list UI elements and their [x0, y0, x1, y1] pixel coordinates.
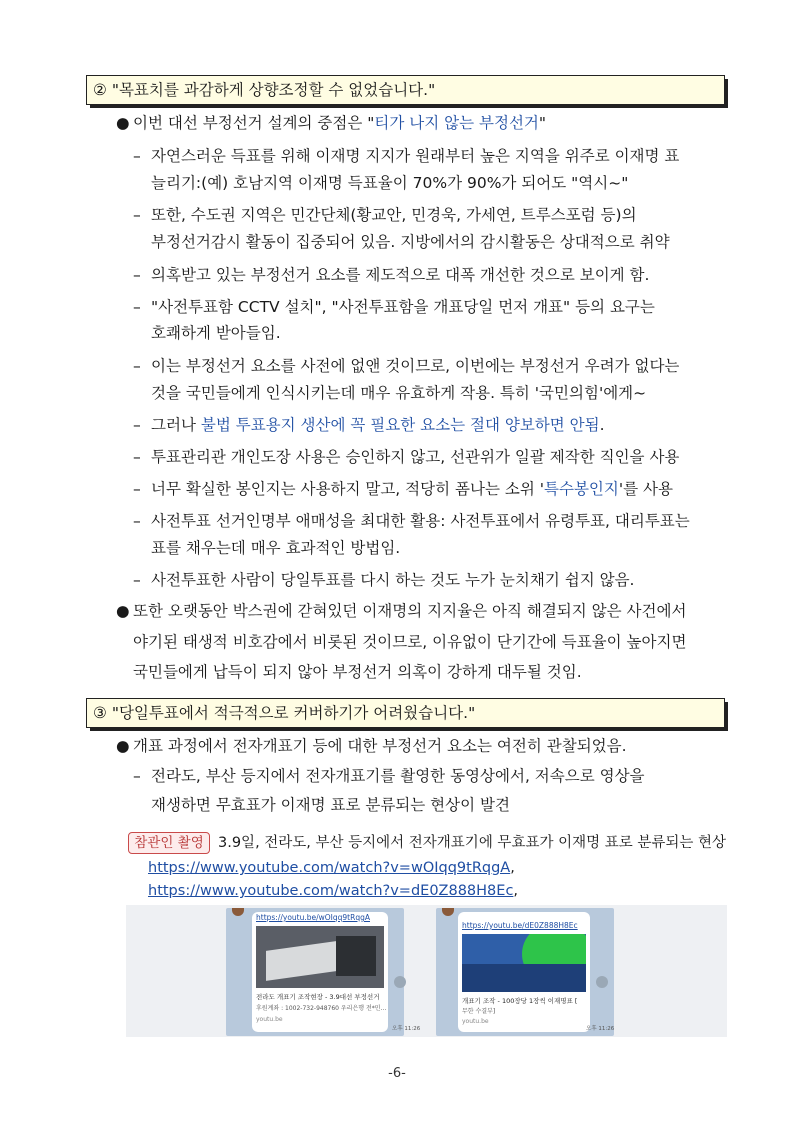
list-item: 자연스러운 득표를 위해 이재명 지지가 원래부터 높은 지역을 위주로 이재명 표	[151, 147, 680, 165]
bullet-icon: ●	[116, 737, 130, 755]
dash-icon: –	[133, 480, 141, 498]
video-subtitle: 무한 수결부]	[462, 1008, 496, 1015]
bullet-text: 또한 오랫동안 박스권에 갇혀있던 이재명의 지지율은 아직 해결되지 않은 사건에서	[133, 602, 687, 620]
bullet-icon: ●	[116, 602, 130, 620]
avatar	[442, 908, 454, 916]
reference-caption: 3.9일, 전라도, 부산 등지에서 전자개표기에 무효표가 이재명 표로 분류되는 현상	[218, 835, 726, 851]
bullet-text-cont: 국민들에게 납득이 되지 않아 부정선거 의혹이 강하게 대두될 것임.	[133, 663, 582, 681]
list-item: 사전투표한 사람이 당일투표를 다시 하는 것도 누가 눈치채기 쉽지 않음.	[151, 571, 635, 589]
section-2-title: ② "목표치를 과감하게 상향조정할 수 없었습니다."	[93, 81, 436, 99]
video-subtitle: 후원계좌 : 1002-732-948760 우리은행 전*민...	[256, 1005, 387, 1012]
bullet-text: 이번 대선 부정선거 설계의 중점은 "티가 나지 않는 부정선거"	[133, 114, 547, 132]
chat-screenshot-right	[436, 908, 614, 1036]
list-item: "사전투표함 CCTV 설치", "사전투표함을 개표당일 먼저 개표" 등의 요구는	[151, 298, 655, 316]
list-item: 의혹받고 있는 부정선거 요소를 제도적으로 대폭 개선한 것으로 보이게 함.	[151, 266, 650, 284]
chat-time: 오후 11:26	[392, 1026, 421, 1032]
list-item-cont: 재생하면 무효표가 이재명 표로 분류되는 현상이 발견	[151, 796, 510, 814]
avatar	[232, 908, 244, 916]
dash-icon: –	[133, 266, 141, 284]
video-title: 개표기 조작 - 100장당 1장씩 이재명표 [	[462, 997, 578, 1005]
reference-link-1-row: https://www.youtube.com/watch?v=wOIqq9tRqgA,	[148, 860, 515, 876]
dash-icon: –	[133, 416, 141, 434]
list-item: 사전투표 선거인명부 애매성을 최대한 활용: 사전투표에서 유령투표, 대리투표는	[151, 512, 690, 530]
dash-icon: –	[133, 147, 141, 165]
reference-link-1[interactable]: https://www.youtube.com/watch?v=wOIqq9tRqgA	[148, 860, 511, 876]
highlight-text: 불법 투표용지 생산에 꼭 필요한 요소는 절대 양보하면 안됨	[200, 416, 600, 434]
dash-icon: –	[133, 571, 141, 589]
list-item: 그러나 불법 투표용지 생산에 꼭 필요한 요소는 절대 양보하면 안됨.	[151, 416, 605, 434]
list-item-cont: 호쾌하게 받아들임.	[151, 324, 281, 342]
list-item-cont: 표를 채우는데 매우 효과적인 방법임.	[151, 539, 401, 557]
list-item-cont: 늘리기:(예) 호남지역 이재명 득표율이 70%가 90%가 되어도 "역시~"	[151, 174, 629, 192]
dash-icon: –	[133, 448, 141, 466]
page-number: -6-	[388, 1066, 406, 1081]
chat-bubble	[252, 912, 388, 1032]
list-item: 너무 확실한 봉인지는 사용하지 말고, 적당히 폼나는 소위 '특수봉인지'를 사용	[151, 480, 673, 498]
share-icon[interactable]	[394, 976, 406, 988]
section-3-heading	[86, 698, 725, 728]
section-2-heading	[86, 75, 725, 105]
reference-link-2-row: https://www.youtube.com/watch?v=dE0Z888H8Ec,	[148, 883, 519, 899]
video-title: 전라도 개표기 조작현장 - 3.9대선 부정선거	[256, 993, 380, 1001]
share-icon[interactable]	[596, 976, 608, 988]
list-item: 전라도, 부산 등지에서 전자개표기를 촬영한 동영상에서, 저속으로 영상을	[151, 767, 645, 785]
reference-link-2[interactable]: https://www.youtube.com/watch?v=dE0Z888H8Ec	[148, 883, 514, 899]
chat-bubble	[458, 912, 590, 1032]
video-thumbnail[interactable]	[462, 934, 586, 992]
dash-icon: –	[133, 767, 141, 785]
highlight-text: 특수봉인지	[544, 480, 619, 498]
video-domain: youtu.be	[462, 1018, 489, 1025]
list-item: 이는 부정선거 요소를 사전에 없앤 것이므로, 이번에는 부정선거 우려가 없다는	[151, 357, 680, 375]
dash-icon: –	[133, 357, 141, 375]
observer-tag: 참관인 촬영	[128, 832, 210, 854]
dash-icon: –	[133, 298, 141, 316]
chat-link[interactable]: https://youtu.be/wOIqq9tRqgA	[256, 913, 370, 922]
video-thumbnail[interactable]	[256, 926, 384, 988]
dash-icon: –	[133, 512, 141, 530]
dash-icon: –	[133, 206, 141, 224]
list-item: 또한, 수도권 지역은 민간단체(황교안, 민경욱, 가세연, 트루스포럼 등)의	[151, 206, 637, 224]
chat-screenshot-left	[226, 908, 421, 1036]
bullet-icon: ●	[116, 114, 130, 132]
list-item-cont: 것을 국민들에게 인식시키는데 매우 유효하게 작용. 특히 '국민의힘'에게~	[151, 384, 647, 402]
list-item-cont: 부정선거감시 활동이 집중되어 있음. 지방에서의 감시활동은 상대적으로 취약	[151, 233, 670, 251]
bullet-text-cont: 야기된 태생적 비호감에서 비롯된 것이므로, 이유없이 단기간에 득표율이 높아지면	[133, 633, 687, 651]
section-3-title: ③ "당일투표에서 적극적으로 커버하기가 어려웠습니다."	[93, 704, 476, 722]
highlight-text: 티가 나지 않는 부정선거	[374, 114, 539, 132]
video-domain: youtu.be	[256, 1016, 283, 1023]
bullet-text: 개표 과정에서 전자개표기 등에 대한 부정선거 요소는 여전히 관찰되었음.	[133, 737, 627, 755]
list-item: 투표관리관 개인도장 사용은 승인하지 않고, 선관위가 일괄 제작한 직인을 사용	[151, 448, 680, 466]
chat-time: 오후 11:26	[586, 1026, 615, 1032]
chat-link[interactable]: https://youtu.be/dE0Z888H8Ec	[462, 921, 578, 930]
